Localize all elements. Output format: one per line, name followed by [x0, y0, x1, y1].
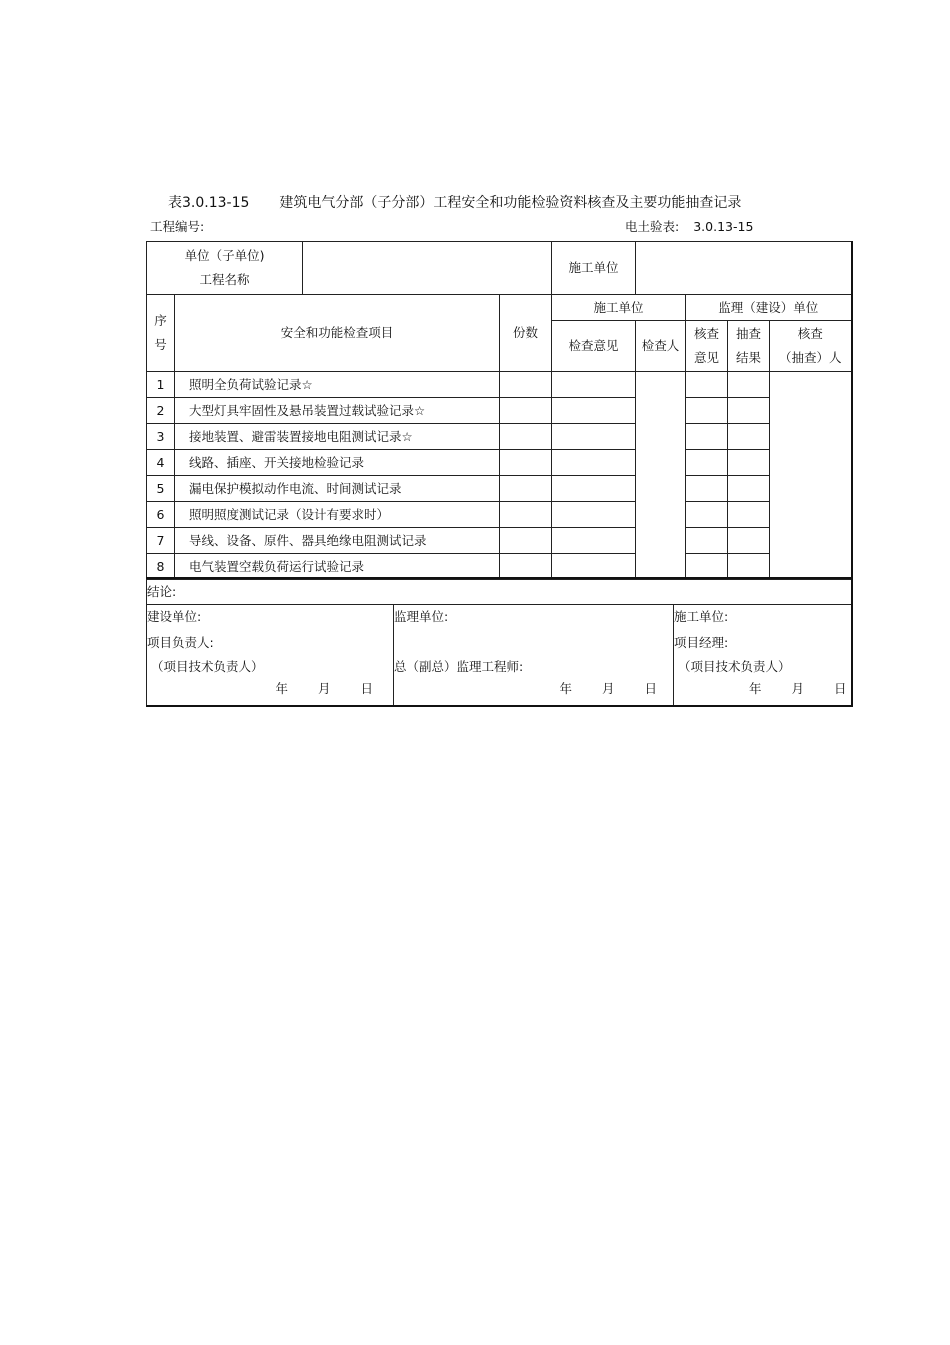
form-title: 建筑电气分部（子分部）工程安全和功能检验资料核查及主要功能抽查记录: [279, 195, 742, 211]
row-sample-result[interactable]: [728, 450, 770, 476]
build-unit-label: 建设单位:: [147, 609, 202, 624]
year-label: 年: [559, 681, 572, 696]
sample-result-line2: 结果: [736, 350, 762, 365]
construction-unit-label: 施工单位: [552, 242, 636, 295]
row-verify-opinion[interactable]: [686, 554, 728, 580]
verifier-line1: 核查: [797, 326, 823, 341]
row-item: 导线、设备、原件、器具绝缘电阻测试记录: [175, 528, 500, 554]
verify-opinion-header: [686, 321, 728, 372]
build-unit-signature[interactable]: [147, 605, 394, 707]
day-label: 日: [834, 681, 847, 696]
checker-cell[interactable]: [636, 372, 686, 580]
row-no: 2: [147, 398, 175, 424]
table-row: [147, 476, 852, 502]
row-item: 接地装置、避雷装置接地电阻测试记录☆: [175, 424, 500, 450]
seq-header-line2: 号: [154, 337, 167, 352]
construction-unit-date: [749, 679, 847, 697]
row-check-opinion[interactable]: [552, 554, 636, 580]
row-copies[interactable]: [500, 476, 552, 502]
row-sample-result[interactable]: [728, 554, 770, 580]
supervision-unit-label: 监理单位:: [394, 609, 449, 624]
row-check-opinion[interactable]: [552, 528, 636, 554]
table-row: [147, 424, 852, 450]
check-opinion-header: 检查意见: [552, 321, 636, 372]
item-header: 安全和功能检查项目: [175, 295, 500, 372]
row-verify-opinion[interactable]: [686, 372, 728, 398]
conclusion-field[interactable]: 结论:: [147, 578, 852, 605]
tech-leader-2-label: （项目技术负责人）: [678, 659, 791, 674]
row-item: 照明照度测试记录（设计有要求时）: [175, 502, 500, 528]
row-verify-opinion[interactable]: [686, 398, 728, 424]
verifier-cell[interactable]: [770, 372, 852, 580]
verify-opinion-line1: 核查: [694, 326, 720, 341]
project-leader-label: 项目负责人:: [147, 635, 214, 650]
day-label: 日: [360, 681, 373, 696]
row-verify-opinion[interactable]: [686, 528, 728, 554]
project-no-label: 工程编号:: [150, 219, 205, 234]
row-no: 1: [147, 372, 175, 398]
row-verify-opinion[interactable]: [686, 450, 728, 476]
year-label: 年: [748, 681, 762, 696]
row-no: 5: [147, 476, 175, 502]
row-check-opinion[interactable]: [552, 398, 636, 424]
row-check-opinion[interactable]: [552, 424, 636, 450]
build-unit-date: [275, 679, 373, 697]
unit-label-line2: 工程名称: [199, 272, 250, 287]
row-no: 3: [147, 424, 175, 450]
copies-header: 份数: [500, 295, 552, 372]
month-label: 月: [601, 681, 615, 696]
supervision-unit-signature[interactable]: [394, 605, 674, 707]
form-label: 电土验表:: [625, 219, 680, 234]
sample-result-line1: 抽查: [736, 326, 762, 341]
row-sample-result[interactable]: [728, 424, 770, 450]
day-label: 日: [644, 681, 657, 696]
row-check-opinion[interactable]: [552, 476, 636, 502]
supervision-group-header: 监理（建设）单位: [686, 295, 852, 321]
row-sample-result[interactable]: [728, 502, 770, 528]
row-check-opinion[interactable]: [552, 372, 636, 398]
row-item: 照明全负荷试验记录☆: [175, 372, 500, 398]
row-verify-opinion[interactable]: [686, 502, 728, 528]
table-row: [147, 554, 852, 580]
tech-leader-label: （项目技术负责人）: [151, 659, 264, 674]
signature-table: [146, 577, 853, 707]
month-label: 月: [791, 681, 804, 696]
row-copies[interactable]: [500, 424, 552, 450]
unit-name-value[interactable]: [303, 242, 552, 295]
row-copies[interactable]: [500, 554, 552, 580]
unit-name-label: [147, 242, 303, 295]
row-sample-result[interactable]: [728, 398, 770, 424]
row-sample-result[interactable]: [728, 476, 770, 502]
row-no: 4: [147, 450, 175, 476]
verifier-header: [770, 321, 852, 372]
row-copies[interactable]: [500, 372, 552, 398]
row-copies[interactable]: [500, 398, 552, 424]
verifier-line2: （抽查）人: [779, 350, 842, 365]
construction-group-header: 施工单位: [552, 295, 686, 321]
month-label: 月: [317, 681, 331, 696]
row-no: 8: [147, 554, 175, 580]
row-item: 线路、插座、开关接地检验记录: [175, 450, 500, 476]
form-number: [625, 217, 753, 235]
supervision-unit-date: [559, 679, 657, 697]
row-item: 大型灯具牢固性及悬吊装置过载试验记录☆: [175, 398, 500, 424]
sample-result-header: [728, 321, 770, 372]
document-title: [168, 192, 808, 212]
chief-supervisor-label: 总（副总）监理工程师:: [394, 659, 524, 674]
table-row: [147, 502, 852, 528]
form-code: 表3.0.13-15: [168, 195, 250, 211]
seq-header-line1: 序: [154, 313, 167, 328]
construction-unit-signature[interactable]: [674, 605, 852, 707]
verify-opinion-line2: 意见: [694, 350, 720, 365]
table-row: [147, 372, 852, 398]
row-check-opinion[interactable]: [552, 450, 636, 476]
seq-header: [147, 295, 175, 372]
row-item: 漏电保护模拟动作电流、时间测试记录: [175, 476, 500, 502]
row-sample-result[interactable]: [728, 372, 770, 398]
checker-header: 检查人: [636, 321, 686, 372]
table-row: [147, 398, 852, 424]
table-row: [147, 528, 852, 554]
inspection-table: [146, 241, 853, 580]
row-sample-result[interactable]: [728, 528, 770, 554]
row-item: 电气装置空载负荷运行试验记录: [175, 554, 500, 580]
row-no: 6: [147, 502, 175, 528]
construction-unit-value[interactable]: [636, 242, 852, 295]
year-label: 年: [275, 681, 288, 696]
unit-label-line1: 单位（子单位): [184, 248, 265, 263]
table-row: [147, 450, 852, 476]
construction-unit-sign-label: 施工单位:: [674, 609, 729, 624]
row-verify-opinion[interactable]: [686, 476, 728, 502]
row-verify-opinion[interactable]: [686, 424, 728, 450]
project-manager-label: 项目经理:: [674, 635, 729, 650]
row-no: 7: [147, 528, 175, 554]
row-check-opinion[interactable]: [552, 502, 636, 528]
form-no: 3.0.13-15: [693, 219, 754, 234]
row-copies[interactable]: [500, 502, 552, 528]
row-copies[interactable]: [500, 450, 552, 476]
row-copies[interactable]: [500, 528, 552, 554]
